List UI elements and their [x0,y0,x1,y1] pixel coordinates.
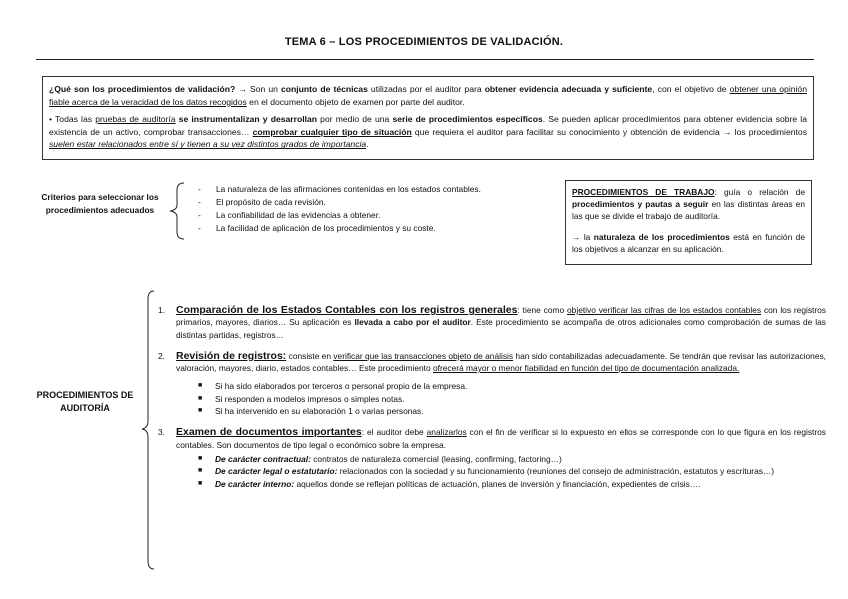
criteria-item: - El propósito de cada revisión. [198,197,326,207]
procedure-item-1: 1. Comparación de los Estados Contables con los registros generales: tiene como objetivo verificar las cifras de los estados contables con los registros primarios, mayores, diarios… Su aplicación es llevada a cabo por el auditor. Este procedimiento se acompaña de otros adicionales como comprobación de sumas de las distintas partidas, registros… [158,304,826,340]
intro-definition: ¿Qué son los procedimientos de validación? → Son un conjunto de técnicas utilizadas por el auditor para obtener evidencia adecuada y suficiente, con el objetivo de obtener una opinión fiable acerca de la veracidad de los datos recogidos en el documento objeto de examen por parte del auditor. [49,84,807,107]
intro-box [42,76,814,160]
list-item: ■ Si responden a modelos impresos o simples notas. [198,393,405,404]
procedure-item-2: 2. Revisión de registros: consiste en verificar que las transacciones objeto de análisis han sido contabilizadas adecuadamente. Se tendrán que revisar las autorizaciones, valoración, mayores, diario, estados contables… Este procedimiento ofrecerá mayor o menor fiabilidad en función del tipo de documentación analizada. ■ Si ha sido elaborados por terceros o personal propio de la empresa. ■ Si responden a modelos impresos o simples notas. ■ Si ha intervenido en su elaboración 1 o varias personas. [158,349,826,417]
item2-sublist [176,380,826,417]
list-item: ■ De carácter contractual: contratos de naturaleza comercial (leasing, confirming, factoring…) [198,453,562,464]
intro-pruebas: • Todas las pruebas de auditoría se instrumentalizan y desarrollan por medio de una serie de procedimientos específicos. Se pueden aplicar procedimientos para obtener evidencia sobre la existencia de un activo, comprobar transacciones… comprobar cualquier tipo de situación que requiera el auditor para facilitar su conocimiento y obtención de evidencia → los procedimientos suelen estar relacionados entre sí y tienen a su vez distintos grados de importancia. [49,114,807,150]
criteria-item: - La facilidad de aplicación de los procedimientos y su coste. [198,223,436,233]
procedimientos-label: PROCEDIMIENTOS DE AUDITORÍA [36,390,134,413]
criteria-item: - La confiabilidad de las evidencias a obtener. [198,210,381,220]
list-item: ■ Si ha intervenido en su elaboración 1 o varias personas. [198,406,424,417]
list-item: ■ De carácter interno: aquellos donde se reflejan políticas de actuación, planes de inversión y financiación, expedientes de crisis…. [198,478,701,489]
list-item: ■ Si ha sido elaborados por terceros o personal propio de la empresa. [198,381,468,392]
page-title: TEMA 6 – LOS PROCEDIMIENTOS DE VALIDACIÓN. [284,36,564,48]
trabajo-box [565,180,812,265]
procedimientos-list [158,304,826,490]
criteria-brace [166,181,190,241]
criteria-label: Criterios para seleccionar los procedimientos adecuados [41,192,159,215]
procedure-item-3: 3. Examen de documentos importantes: el auditor debe analizarlos con el fin de verificar si lo expuesto en ellos se corresponde con lo que figura en los registros contables. Son documentos de tipo legal o económico sobre la empresa. ■ De carácter contractual: contratos de naturaleza comercial (leasing, confirming, factoring…) ■ De carácter legal o estatutario: relacionados con la sociedad y su funcionamiento (reuniones del consejo de administración, estatutos y escrituras…) ■ De carácter interno: aquellos donde se reflejan políticas de actuación, planes de inversión y financiación, expedientes de crisis…. [158,426,826,489]
list-item: ■ De carácter legal o estatutario: relacionados con la sociedad y su funcionamiento (reuniones del consejo de administración, estatutos y escrituras…) [198,466,775,477]
criteria-item: - La naturaleza de las afirmaciones contenidas en los estados contables. [198,184,481,194]
item3-sublist [176,453,826,490]
criteria-list [198,183,548,235]
trabajo-note: → la naturaleza de los procedimientos está en función de los objetivos a alcanzar en su aplicación. [572,231,805,254]
trabajo-definition: PROCEDIMIENTOS DE TRABAJO: guía o relación de procedimientos y pautas a seguir en las distintas áreas en las que se divide el trabajo de auditoría. [572,187,805,222]
title-divider [36,59,814,60]
procedimientos-brace [140,289,158,571]
